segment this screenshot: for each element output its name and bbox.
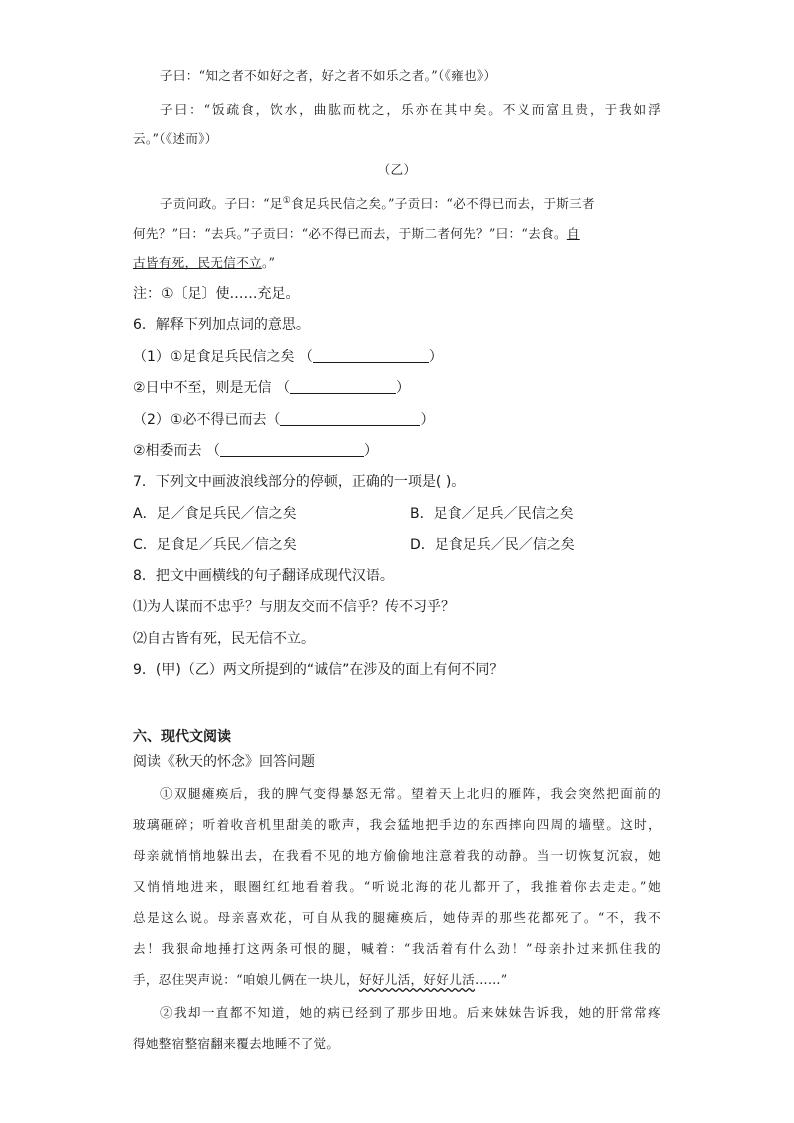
q6-item-3 [133,410,434,430]
answer-blank[interactable] [313,348,429,363]
option-a[interactable]: A．足／食足兵民／信之矣 [133,506,297,522]
q6-item-4-text: ②相委而去 （ [133,443,221,459]
yi-line-3 [133,253,275,273]
p1-line-7-b: ……” [474,972,508,987]
q6-item-4 [133,441,378,461]
p1-line-2: 玻璃砸碎；听着收音机里甜美的歌声，我会猛地把手边的东西摔向四周的墙壁。这时， [133,817,661,832]
q8-item-1: ⑴为人谋而不忠乎？与朋友交而不信乎？传不习乎？ [133,599,455,615]
yi-line-1-b: 食足兵民信之矣。”子贡曰：“必不得已而去，于斯三者 [291,196,595,212]
option-b[interactable]: B．足食／足兵／民信之矣 [410,506,574,522]
p1-line-5: 总是这么说。母亲喜欢花，可自从我的腿瘫痪后，她侍弄的那些花都死了。“不，我不 [133,910,661,925]
answer-blank[interactable] [220,442,364,457]
q6-item-1-text: （1）①足食足兵民信之矣 （ [133,349,313,365]
q6-item-3-text: （2）①必不得已而去（ [133,412,281,428]
option-c[interactable]: C．足食足／兵民／信之矣 [133,537,297,553]
q7-options-row-1 [133,504,661,524]
reading-intro: 阅读《秋天的怀念》回答问题 [133,754,315,770]
answer-blank[interactable] [280,411,420,426]
jia-line-1: 子曰：“知之者不如好之者，好之者不如乐之者。”（《雍也》） [160,68,497,83]
wavy-underlined-text: 好好儿活，好好儿活 [358,972,475,987]
yi-line-2 [133,224,580,244]
paren-close: ） [396,380,411,396]
p1-line-7-a: 手，忍住哭声说：“咱娘儿俩在一块儿， [133,972,359,987]
option-d[interactable]: D．足食足兵／民／信之矣 [410,537,575,553]
yi-line-1-a: 子贡问政。子曰：“足 [160,196,283,212]
p1-line-7 [133,970,508,990]
p1-line-1: ①双腿瘫痪后，我的脾气变得暴怒无常。望着天上北归的雁阵，我会突然把面前的 [160,786,661,801]
footnote: 注：①〔足〕使……充足。 [133,286,300,302]
underlined-sentence: 古皆有死，民无信不立 [133,255,262,270]
q7-options-row-2 [133,535,661,555]
q6-title: 6．解释下列加点词的意思。 [133,317,310,333]
yi-line-1 [160,191,595,214]
yi-line-3-end: 。” [261,255,276,270]
p1-line-4: 又悄悄地进来，眼圈红红地看着我。“听说北海的花儿都开了，我推着你去走走。”她 [133,879,661,894]
p1-line-6: 去！我狠命地捶打这两条可恨的腿，喊着：“我活着有什么劲！”母亲扑过来抓住我的 [133,941,661,956]
q9-title: 9．(甲)（乙）两文所提到的“诚信”在涉及的面上有何不同？ [133,662,504,678]
q8-item-2: ⑵自古皆有死，民无信不立。 [133,631,315,647]
yi-line-2-text: 何先？”曰：“去兵。”子贡曰：“必不得已而去，于斯二者何先？”曰：“去食。 [133,226,567,241]
underlined-sentence-start: 自 [566,226,580,241]
q6-item-1 [133,347,443,367]
answer-blank[interactable] [290,379,396,394]
paren-close: ） [420,412,435,428]
q7-title: 7．下列文中画波浪线部分的停顿，正确的一项是( )。 [133,474,466,490]
q6-item-2-text: ②日中不至，则是无信 （ [133,380,291,396]
footnote-marker: ① [282,196,292,206]
p2-line-1: ②我却一直都不知道，她的病已经到了那步田地。后来妹妹告诉我，她的肝常常疼 [160,1005,661,1020]
q6-item-2 [133,378,410,398]
jia-line-2: 子曰：“饭疏食，饮水，曲肱而枕之，乐亦在其中矣。不义而富且贵，于我如浮 [160,102,661,117]
paren-close: ） [428,349,443,365]
paren-close: ） [364,443,379,459]
section-6-heading: 六、现代文阅读 [133,729,231,745]
yi-heading: （乙） [377,162,417,177]
p1-line-3: 母亲就悄悄地躲出去，在我看不见的地方偷偷地注意着我的动静。当一切恢复沉寂，她 [133,848,661,863]
p2-line-2: 得她整宿整宿翻来覆去地睡不了觉。 [133,1036,340,1051]
jia-line-3: 云。”（《述而》） [133,131,218,146]
q8-title: 8．把文中画横线的句子翻译成现代汉语。 [133,568,394,584]
